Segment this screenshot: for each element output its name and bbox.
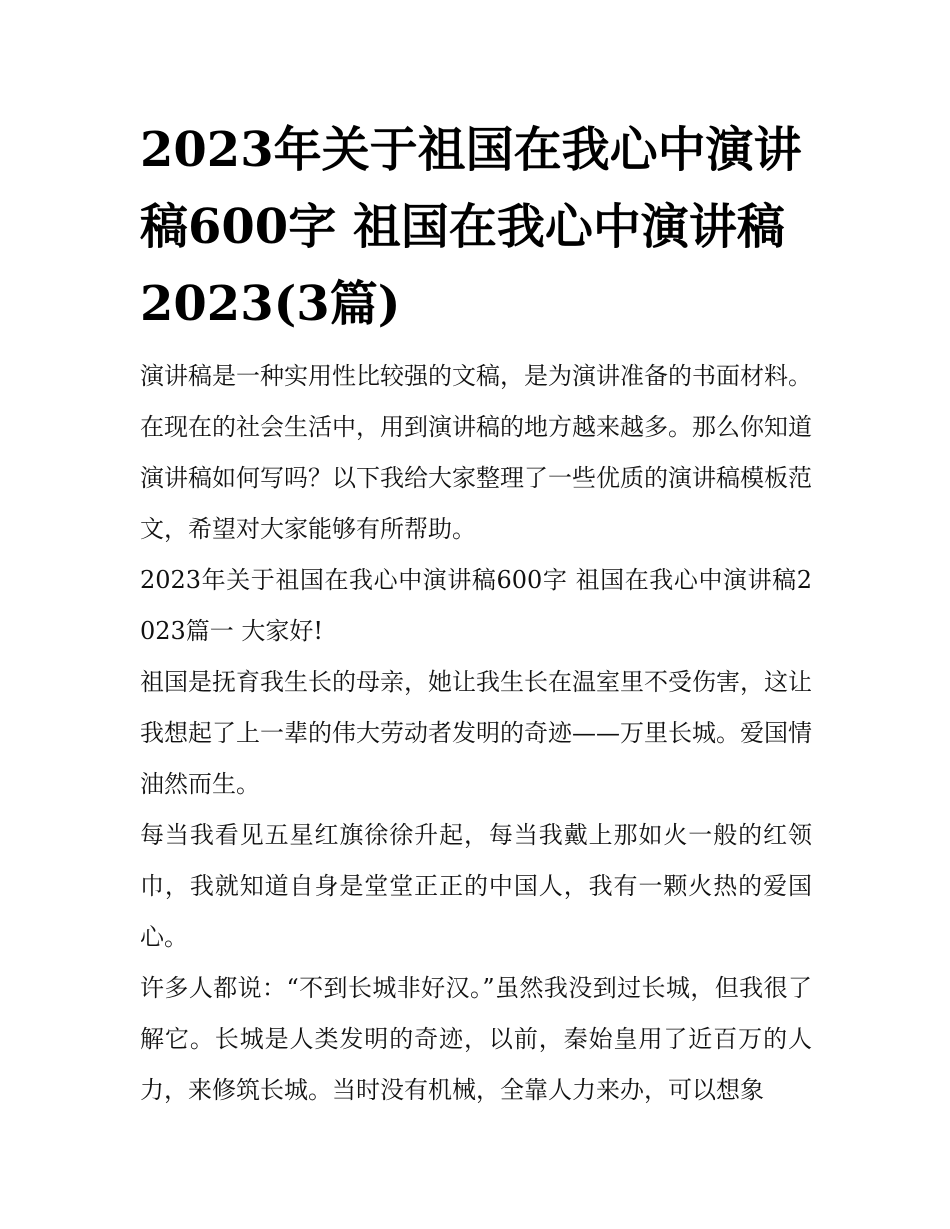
paragraph-subheading: 2023年关于祖国在我心中演讲稿600字 祖国在我心中演讲稿2023篇一 大家好! bbox=[140, 566, 812, 645]
document-body bbox=[140, 351, 812, 1116]
document-page bbox=[140, 112, 812, 1116]
document-title: 2023年关于祖国在我心中演讲稿600字 祖国在我心中演讲稿2023(3篇) bbox=[140, 122, 802, 332]
paragraph-flag: 每当我看见五星红旗徐徐升起，每当我戴上那如火一般的红领巾，我就知道自身是堂堂正正的中国人，我有一颗火热的爱国心。 bbox=[140, 821, 812, 951]
paragraph-motherland: 祖国是抚育我生长的母亲，她让我生长在温室里不受伤害，这让我想起了上一辈的伟大劳动者发明的奇迹——万里长城。爱国情油然而生。 bbox=[140, 668, 812, 798]
paragraph-great-wall: 许多人都说：“不到长城非好汉。”虽然我没到过长城，但我很了解它。长城是人类发明的奇迹，以前，秦始皇用了近百万的人力，来修筑长城。当时没有机械，全靠人力来办，可以想象 bbox=[140, 974, 812, 1104]
paragraph-intro: 演讲稿是一种实用性比较强的文稿，是为演讲准备的书面材料。在现在的社会生活中，用到演讲稿的地方越来越多。那么你知道演讲稿如何写吗？以下我给大家整理了一些优质的演讲稿模板范文，希望对大家能够有所帮助。 bbox=[140, 362, 812, 543]
